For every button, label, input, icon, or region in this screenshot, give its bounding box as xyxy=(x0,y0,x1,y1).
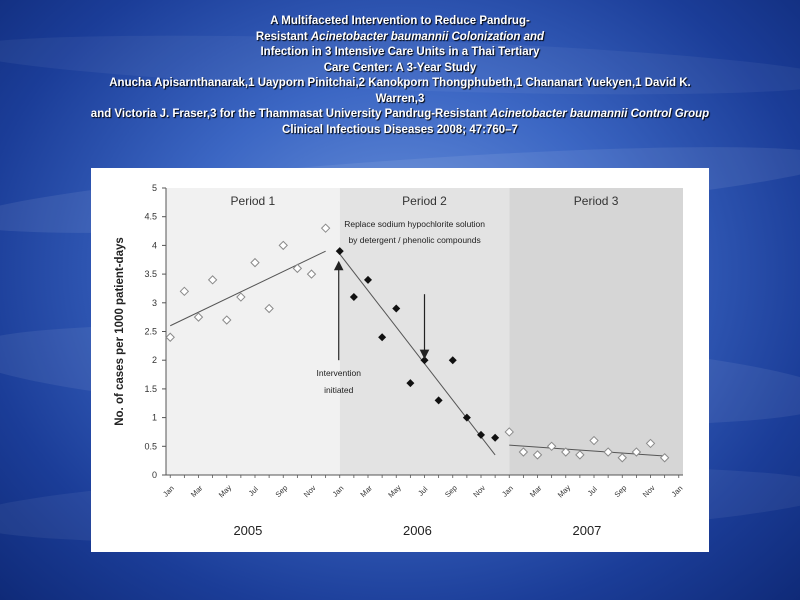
year-label: 2006 xyxy=(402,523,432,538)
y-tick-label: 2 xyxy=(151,355,157,366)
title-italic-text: Acinetobacter baumannii Colonization and xyxy=(310,30,545,43)
x-tick-label: Jan xyxy=(161,483,176,499)
x-tick-label: Jul xyxy=(416,484,430,498)
y-tick-label: 2.5 xyxy=(144,326,157,337)
scatter-chart xyxy=(91,168,709,552)
title-line: Care Center: A 3-Year Study xyxy=(323,61,477,74)
annotation-label: Intervention xyxy=(316,368,361,379)
x-tick-label: Mar xyxy=(527,483,544,499)
year-label: 2007 xyxy=(572,523,602,538)
slide-header xyxy=(20,14,780,138)
title-line: A Multifaceted Intervention to Reduce Pandrug- xyxy=(270,15,530,27)
authors-line xyxy=(20,107,780,123)
x-tick-label: Sep xyxy=(443,483,459,500)
authors-line: Warren,3 xyxy=(375,92,425,105)
x-tick-label: Jan xyxy=(500,483,515,499)
annotation-label: initiated xyxy=(324,385,354,396)
authors-italic-text: Acinetobacter baumannii Control Group xyxy=(490,108,710,120)
x-tick-label: Nov xyxy=(471,483,488,500)
title-line: Infection in 3 Intensive Care Units in a Thai Tertiary xyxy=(260,46,540,58)
authors-line: Anucha Apisarnthanarak,1 Uayporn Pinitchai,2 Kanokporn Thongphubeth,1 Chananart Yuekyen,1 David K. xyxy=(109,77,691,89)
y-tick-label: 3.5 xyxy=(144,269,157,280)
x-tick-label: Sep xyxy=(273,483,290,500)
x-tick-label: Mar xyxy=(358,483,374,499)
title-text: Resistant xyxy=(255,30,311,43)
x-tick-label: Jan xyxy=(669,483,685,499)
y-tick-label: 5 xyxy=(151,183,157,193)
y-tick-label: 0 xyxy=(151,470,157,480)
x-tick-label: Mar xyxy=(188,483,205,499)
y-tick-label: 1 xyxy=(151,412,157,423)
period-label: Period 3 xyxy=(573,194,619,208)
y-tick-label: 3 xyxy=(151,297,157,308)
citation-line: Clinical Infectious Diseases 2008; 47:760–7 xyxy=(282,123,518,136)
x-tick-label: Jul xyxy=(246,484,260,498)
y-tick-label: 1.5 xyxy=(144,383,157,394)
x-tick-label: Jul xyxy=(585,484,599,498)
x-tick-label: Nov xyxy=(640,483,657,500)
x-tick-label: May xyxy=(386,483,403,500)
period-band xyxy=(509,188,683,475)
x-tick-label: Nov xyxy=(301,483,318,500)
authors-text: and Victoria J. Fraser,3 for the Thammasat University Pandrug-Resistant xyxy=(90,108,491,120)
title-line xyxy=(20,30,780,46)
x-tick-label: Sep xyxy=(612,483,629,500)
x-tick-label: May xyxy=(216,483,234,500)
y-tick-label: 0.5 xyxy=(144,441,157,452)
y-tick-label: 4.5 xyxy=(144,211,157,222)
annotation-label: Replace sodium hypochlorite solution xyxy=(344,219,486,230)
annotation-label: by detergent / phenolic compounds xyxy=(348,235,481,246)
y-axis-label: No. of cases per 1000 patient-days xyxy=(114,237,126,426)
y-tick-label: 4 xyxy=(151,240,157,251)
year-label: 2005 xyxy=(233,523,263,538)
period-band xyxy=(166,188,340,475)
x-tick-label: May xyxy=(555,483,573,500)
period-label: Period 1 xyxy=(230,194,276,208)
x-tick-label: Jan xyxy=(330,483,346,499)
period-label: Period 2 xyxy=(402,194,447,208)
chart-figure xyxy=(91,168,709,552)
